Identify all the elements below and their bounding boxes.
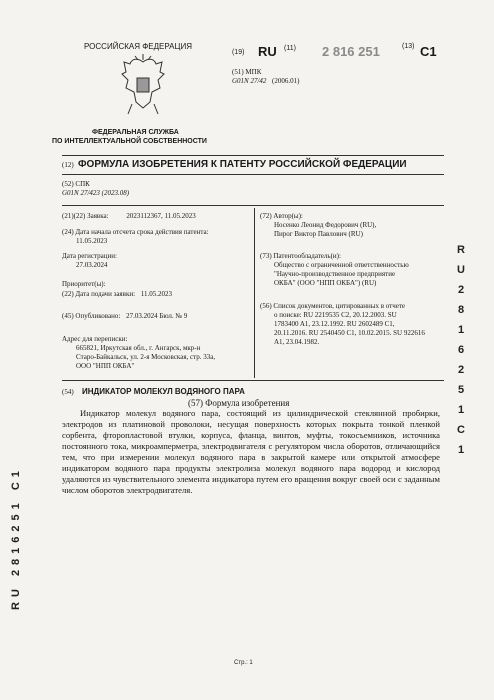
left-vertical-label: RU 2816251 C1 [10,466,22,610]
docs-line2: 1783400 A1, 23.12.1992. RU 2602489 C1, [274,320,395,328]
authors-label: (72) Автор(ы): [260,212,303,220]
formula-heading: (57) Формула изобретения [188,398,290,408]
formula-text: Индикатор молекул водяного пара, состоящий из цилиндрической стеклянной пробирки, электродов из платиновой проволоки, несущая поверхность которых покрыта тонкой пленкой сорбента, фторопластовой втулки, корпуса, фланца, винтов, муфты, токосъемников, источника постоянного тока, микроамперметра, электродвигателя с регулятором числа оборотов, отличающийся тем, что при измерении молекул водяного пара в закрытой камере или открытой атмосфере индикатором водяного пара продукты электролиза молекул водяного пара водород и кислород удаляются из чувствительного элемента индикатора путем его вращения вокруг своей оси с заданным числом оборотов электродвигателя. [62,408,440,495]
filing-date-field: (22) Дата подачи заявки: 11.05.2023 [62,290,173,298]
right-vertical-label: R U 2 8 1 6 2 5 1 C 1 [457,244,467,456]
owner-line3: ОКБА" (ООО "НПП ОКБА") (RU) [274,279,377,287]
invention-code: (54) [62,388,74,396]
author-2: Пирог Виктор Павлович (RU) [274,230,363,238]
owner-line2: "Научно-производственное предприятие [274,270,396,278]
mpk-code: (51) МПК [232,68,262,76]
code-13: (13) [402,43,415,50]
agency-line1: ФЕДЕРАЛЬНАЯ СЛУЖБА [92,129,179,136]
docs-line3: 20.11.2016. RU 2540450 C1, 10.02.2015. SU 922616 [274,329,425,337]
spk-value: G01N 27/423 (2023.08) [62,189,130,197]
docs-label: (56) Список документов, цитированных в отчете [260,302,406,310]
start-date-label: (24) Дата начала отсчета срока действия патента: [62,228,209,236]
docs-line1: о поиске: RU 2219535 C2, 20.12.2003. SU [274,311,397,319]
priority-label: Приоритет(ы): [62,280,106,288]
code-19: (19) [232,49,245,56]
code-11: (11) [284,45,296,52]
document-title: ФОРМУЛА ИЗОБРЕТЕНИЯ К ПАТЕНТУ РОССИЙСКОЙ ФЕДЕРАЦИИ [78,159,407,170]
mpk-value: G01N 27/42 [232,77,267,85]
ru-code: RU [258,44,277,59]
invention-name: ИНДИКАТОР МОЛЕКУЛ ВОДЯНОГО ПАРА [82,387,245,396]
title-code: (12) [62,161,74,169]
start-date-value: 11.05.2023 [76,237,108,245]
agency-line2: ПО ИНТЕЛЛЕКТУАЛЬНОЙ СОБСТВЕННОСТИ [52,138,207,145]
coat-of-arms-icon [118,52,168,122]
country-name: РОССИЙСКАЯ ФЕДЕРАЦИЯ [84,42,192,51]
docs-line4: A1, 23.04.1982. [274,338,320,346]
author-1: Носенко Леонид Федорович (RU), [274,221,377,229]
owner-label: (73) Патентообладатель(и): [260,252,341,260]
publication-field: (45) Опубликовано: 27.03.2024 Бюл. № 9 [62,312,188,320]
address-label: Адрес для переписки: [62,335,128,343]
mpk-year: (2006.01) [272,77,300,85]
page-number: Стр.: 1 [234,660,253,666]
address-line3: ООО "НПП ОКБА" [76,362,135,370]
registration-value: 27.03.2024 [76,261,108,269]
patent-number: 2 816 251 [322,44,380,59]
kind-code: C1 [420,44,437,59]
address-line2: Старо-Байкальск, ул. 2-я Московская, стр. 33а, [76,353,216,361]
address-line1: 665821, Иркутская обл., г. Ангарск, мкр-н [76,344,201,352]
owner-line1: Общество с ограниченной ответственностью [274,261,409,269]
application-field: (21)(22) Заявка: 2023112367, 11.05.2023 [62,212,196,220]
spk-code: (52) СПК [62,180,90,188]
registration-label: Дата регистрации: [62,252,117,260]
